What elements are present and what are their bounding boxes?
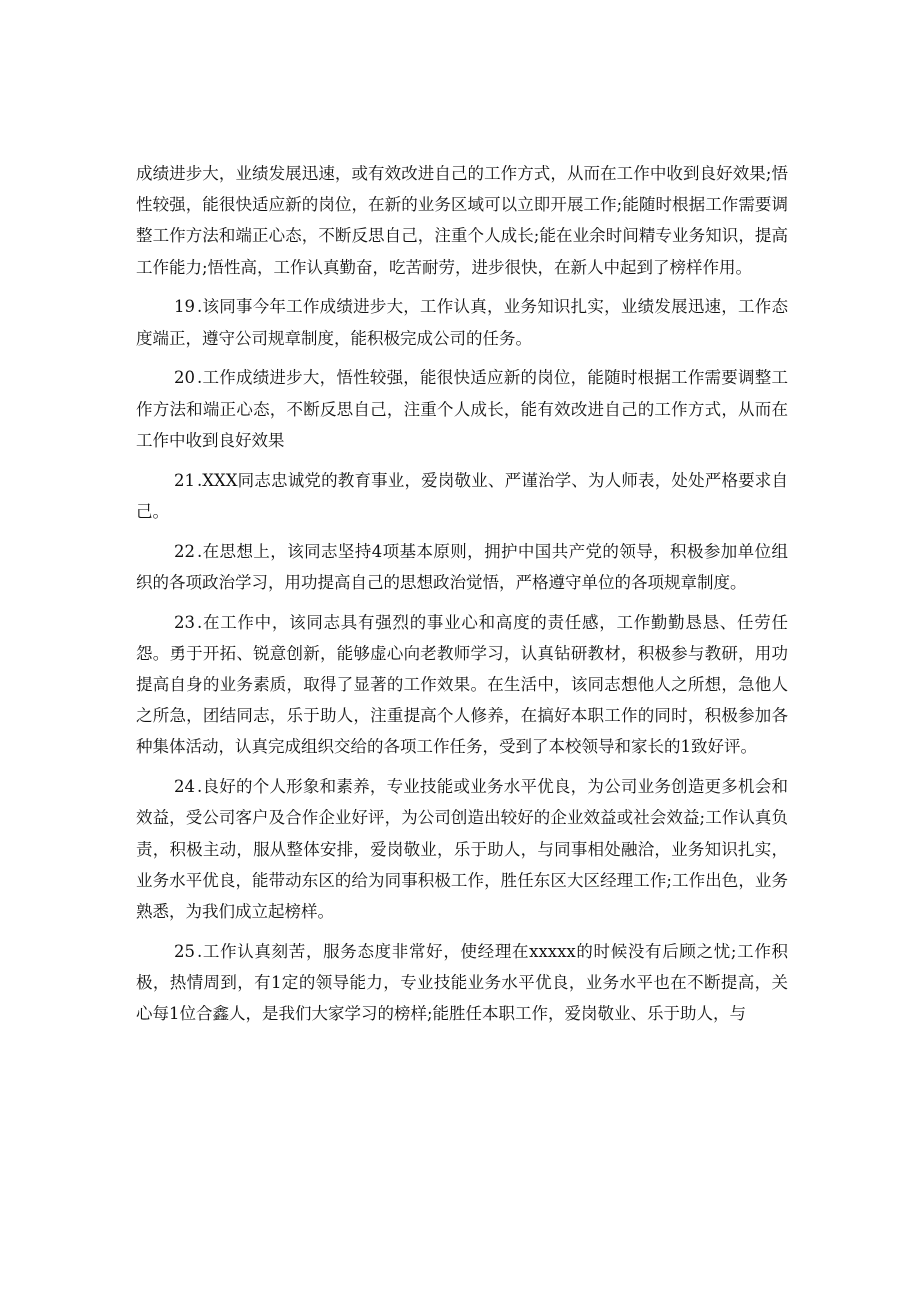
item-number: 22: [174, 541, 195, 561]
item-number: 23: [174, 612, 195, 632]
item-text: .该同事今年工作成绩进步大，工作认真，业务知识扎实，业绩发展迅速，工作态度端正，遵守公司规章制度，能积极完成公司的任务。: [136, 297, 788, 348]
item-text: .良好的个人形象和素养，专业技能或业务水平优良，为公司业务创造更多机会和效益，受公司客户及合作企业好评，为公司创造出较好的企业效益或社会效益;工作认真负责，积极主动，服从整体安排，爱岗敬业，乐于助人，与同事相处融洽，业务知识扎实，业务水平优良，能带动东区的给为同事积极工作，胜任东区大区经理工作;工作出色，业务熟悉，为我们成立起榜样。: [136, 777, 788, 922]
list-item-20: [136, 362, 788, 456]
list-item-23: [136, 607, 788, 763]
list-item-21: [136, 465, 788, 527]
item-number: 21: [174, 470, 195, 490]
list-item-19: [136, 291, 788, 353]
item-number: 20: [174, 368, 195, 388]
item-text: .工作认真刻苦，服务态度非常好，使经理在xxxxx的时候没有后顾之忧;工作积极，热情周到，有1定的领导能力，专业技能业务水平优良，业务水平也在不断提高，关心每1位合鑫人，是我们大家学习的榜样;能胜任本职工作，爱岗敬业、乐于助人，与: [136, 941, 788, 1024]
item-text: .XXX同志忠诚党的教育事业，爱岗敬业、严谨治学、为人师表，处处严格要求自己。: [136, 470, 788, 521]
item-number: 25: [174, 941, 195, 961]
list-item-24: [136, 771, 788, 927]
item-text: .在思想上，该同志坚持4项基本原则，拥护中国共产党的领导，积极参加单位组织的各项政治学习，用功提高自己的思想政治觉悟，严格遵守单位的各项规章制度。: [136, 541, 788, 592]
item-text: .工作成绩进步大，悟性较强，能很快适应新的岗位，能随时根据工作需要调整工作方法和端正心态，不断反思自己，注重个人成长，能有效改进自己的工作方式，从而在工作中收到良好效果: [136, 368, 788, 450]
item-number: 24: [174, 777, 195, 797]
item-number: 19: [174, 297, 195, 317]
opening-paragraph: 成绩进步大，业绩发展迅速，或有效改进自己的工作方式，从而在工作中收到良好效果;悟性较强，能很快适应新的岗位，在新的业务区域可以立即开展工作;能随时根据工作需要调整工作方法和端正心态，不断反思自己，注重个人成长;能在业余时间精专业务知识，提高工作能力;悟性高，工作认真勤奋，吃苦耐劳，进步很快，在新人中起到了榜样作用。: [136, 164, 788, 277]
document-body: [136, 158, 788, 1038]
item-text: .在工作中，该同志具有强烈的事业心和高度的责任感，工作勤勤恳恳、任劳任怨。勇于开拓、锐意创新，能够虚心向老教师学习，认真钻研教材，积极参与教研，用功提高自身的业务素质，取得了显著的工作效果。在生活中，该同志想他人之所想，急他人之所急，团结同志，乐于助人，注重提高个人修养，在搞好本职工作的同时，积极参加各种集体活动，认真完成组织交给的各项工作任务，受到了本校领导和家长的1致好评。: [136, 612, 788, 757]
list-item-22: [136, 536, 788, 598]
list-item-25: [136, 936, 788, 1030]
